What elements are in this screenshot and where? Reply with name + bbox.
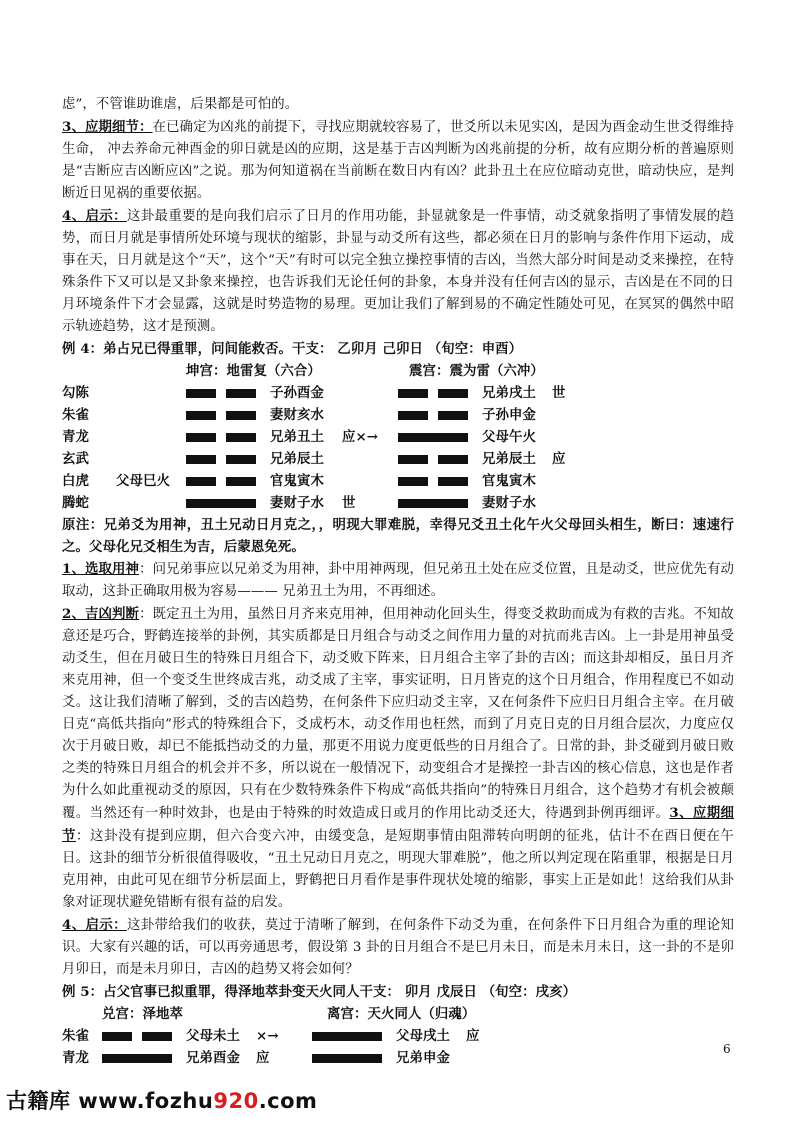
main-line-label: 兄弟丑土 (270, 429, 324, 445)
example-4-original-note: 原注：兄弟爻为用神，丑土兄动日月克之，，明现大罪难脱，幸得兄爻丑土化午火父母回头相生，断曰：速速行之。父母化兄爻相生为吉，后蒙恩免死。 (62, 517, 734, 555)
line-segment (102, 1032, 132, 1041)
line-marker: 应 (466, 1028, 480, 1044)
line-marker: 应 (552, 451, 566, 467)
changed-line-label: 父母午火 (482, 429, 536, 445)
changed-hexagram-name: 震宫：震为雷（六冲） (409, 363, 544, 379)
line-segment (312, 1032, 382, 1041)
line-segment (186, 411, 216, 420)
paragraph-continuation: 虑”，不管谁助谁虐，后果都是可怕的。 (62, 97, 299, 112)
section-text: ：这卦没有提到应期，但六合变六冲，由缓变急，是短期事情由阻滞转向明朗的征兆，估计不在酉日便在午日。这卦的细节分析很值得吸收，“丑土兄动日月克之，明现大罪难脱”，他之所以判定现在陷重罪，根据是日月克用神，由此可见在细节分析层面上，野鹤把日月看作是事件现状处境的缩影，事实上正是如此！这给我们从卦象对证现状避免错断有很有益的启发。 (62, 829, 734, 910)
section-timing-details (62, 116, 734, 205)
section-heading: 3、应期细节： (62, 119, 153, 135)
six-god-label: 朱雀 (62, 1028, 89, 1044)
section-heading: 1、选取用神 (62, 561, 140, 577)
line-segment (438, 455, 468, 464)
main-line-label: 子孙酉金 (270, 385, 324, 401)
main-line-label: 官鬼寅木 (270, 473, 324, 489)
line-segment (438, 389, 468, 398)
hexagram-row (62, 426, 734, 448)
hexagram-row (62, 404, 734, 426)
main-line-label: 妻财子水 (270, 495, 324, 511)
section-revelation (62, 205, 734, 338)
line-marker: ×→ (256, 1028, 279, 1044)
line-marker: 应 (256, 1050, 270, 1066)
example-4-hexagram-lines (62, 382, 734, 514)
changed-line-label: 兄弟申金 (396, 1050, 450, 1066)
line-segment (438, 477, 468, 486)
example-4-hexagram-header (62, 360, 734, 382)
section-text: 这卦最重要的是向我们启示了日月的作用功能，卦显就象是一件事情，动爻就象指明了事情发展的趋势，而日月就是事情所处环境与现状的缩影，卦显与动爻所有这些，都必须在日月的影响与条件作用下运动，成事在天，日月就是这个“天”，这个“天”有时可以完全独立操控事情的吉凶，当然大部分时间是动爻来操控，在特殊条件下又可以是又卦象来操控，也告诉我们无论任何的卦象，本身并没有任何吉凶的显示，吉凶是在不同的日月环境条件下才会显露，这就是时势造物的易理。更加让我们了解到易的不确定性随处可见，在冥冥的偶然中昭示轨迹趋势，这才是预测。 (62, 209, 734, 334)
hidden-spirit-label: 父母巳火 (116, 473, 170, 489)
line-segment (186, 477, 216, 486)
analysis-revelation (62, 914, 734, 981)
section-heading: 4、启示： (62, 208, 127, 224)
line-segment (226, 455, 256, 464)
section-heading: 2、吉凶判断 (62, 606, 140, 622)
main-line-label: 兄弟辰土 (270, 451, 324, 467)
example-5-title: 例 5：占父官事已拟重罪，得泽地萃卦变天火同人干支： 卯月 戊辰日 （旬空：戌亥） (62, 984, 577, 1000)
main-hexagram-name: 兑宫：泽地萃 (102, 1006, 183, 1022)
hexagram-row (62, 382, 734, 404)
line-segment (312, 1054, 382, 1063)
line-marker: 世 (342, 495, 356, 511)
main-line-label: 父母未土 (186, 1028, 240, 1044)
section-text: 这卦带给我们的收获，莫过于清晰了解到，在何条件下动爻为重，在何条件下日月组合为重的理论知识。大家有兴趣的话，可以再旁通思考，假设第 3 卦的日月组合不是巳月未日，而是未月未日，这一卦的不是卯月卯日，而是未月卯日，吉凶的趋势又将会如何？ (62, 918, 734, 977)
section-text: 在已确定为凶兆的前提下，寻找应期就较容易了，世爻所以未见实凶，是因为酉金动生世爻得维持生命， 冲去养命元神酉金的卯日就是凶的应期，这是基于吉凶判断为凶兆前提的分析，故有应期分析的普遍原则是“吉断应吉凶断应凶”之说。那为何知道祸在当前断在数日内有凶？此卦丑土在应位暗动克世，暗动快应，是判断近日见祸的重要依据。 (62, 120, 734, 201)
hexagram-row (62, 448, 734, 470)
line-segment (102, 1054, 172, 1063)
hexagram-row (62, 1047, 734, 1069)
line-segment (186, 389, 216, 398)
six-god-label: 朱雀 (62, 407, 89, 423)
line-marker: 应×→ (342, 429, 379, 445)
section-heading: 4、启示： (62, 917, 127, 933)
analysis-select-yongshen (62, 558, 734, 603)
example-5-hexagram-lines (62, 1025, 734, 1069)
main-line-label: 兄弟酉金 (186, 1050, 240, 1066)
changed-hexagram-name: 离宫：天火同人（归魂） (327, 1006, 476, 1022)
example-5-hexagram-header (62, 1003, 734, 1025)
hexagram-row (62, 1025, 734, 1047)
line-segment (226, 411, 256, 420)
changed-line-label: 兄弟戌土 (482, 385, 536, 401)
six-god-label: 白虎 (62, 473, 89, 489)
changed-line-label: 妻财子水 (482, 495, 536, 511)
changed-line-label: 子孙申金 (482, 407, 536, 423)
line-segment (398, 433, 468, 442)
section-heading: 3、应期细节 (62, 805, 734, 844)
main-hexagram-name: 坤宫：地雷复（六合） (186, 363, 321, 379)
page-body (62, 94, 734, 1069)
changed-line-label: 兄弟辰土 (482, 451, 536, 467)
line-segment (186, 433, 216, 442)
six-god-label: 青龙 (62, 429, 89, 445)
six-god-label: 勾陈 (62, 385, 89, 401)
line-segment (226, 389, 256, 398)
watermark-number: 920 (213, 1089, 259, 1113)
line-segment (398, 499, 468, 508)
six-god-label: 腾蛇 (62, 495, 89, 511)
watermark-prefix: 古籍库 www.fozhu (6, 1089, 214, 1113)
hexagram-row (62, 492, 734, 514)
example-4-title: 例 4：弟占兄已得重罪，问间能救否。干支： 乙卯月 己卯日 （旬空：申酉） (62, 341, 523, 357)
six-god-label: 青龙 (62, 1050, 89, 1066)
main-line-label: 妻财亥水 (270, 407, 324, 423)
line-marker: 世 (552, 385, 566, 401)
hexagram-row (62, 470, 734, 492)
line-segment (226, 477, 256, 486)
line-segment (398, 455, 428, 464)
line-segment (438, 411, 468, 420)
line-segment (398, 389, 428, 398)
line-segment (142, 1032, 172, 1041)
watermark-suffix: .com (258, 1089, 318, 1113)
six-god-label: 玄武 (62, 451, 89, 467)
page-number: 6 (723, 1042, 731, 1056)
analysis-judgment (62, 603, 734, 914)
changed-line-label: 官鬼寅木 (482, 473, 536, 489)
section-text: ：既定丑土为用，虽然日月齐来克用神，但用神动化回头生，得变爻救助而成为有救的吉兆。不知故意还是巧合，野鹤连接举的卦例，其实质都是日月组合与动爻之间作用力量的对抗而兆吉凶。上一卦是用神虽受动爻生，但在月破日生的特殊日月组合下，动爻败下阵来，日月组合主宰了卦的吉凶；而这卦却相反，虽日月齐来克用神，但一个变爻生世终成吉兆，动爻成了主宰，事实证明，日月皆克的这个日月组合，作用程度已不如动爻。这让我们清晰了解到，爻的吉凶趋势，在何条件下应归动爻主宰，又在何条件下应归日月组合主宰。在月破日克“高低共指向”形式的特殊组合下，爻成朽木，动爻作用也枉然，而到了月克日克的日月组合层次，力度应仅次于月破日败，却已不能抵挡动爻的力量，那更不用说力度更低些的日月组合了。日常的卦，卦爻碰到月破日败之类的特殊日月组合的机会并不多，所以说在一般情况下，动变组合才是操控一卦吉凶的核心信息，这也是作者为什么如此重视动爻的原因，只有在少数特殊条件下构成“高低共指向”的特殊日月组合，这个趋势才有机会被颠覆。当然还有一种时效卦，也是由于特殊的时效造成日或月的作用比动爻还大，待遇到卦例再细评。 (62, 607, 734, 821)
line-segment (186, 455, 216, 464)
line-segment (398, 411, 428, 420)
line-segment (186, 499, 256, 508)
section-text: ：问兄弟事应以兄弟爻为用神，卦中用神两现，但兄弟丑土处在应爻位置，且是动爻，世应优先有动取动，这卦正确取用极为容易——— 兄弟丑土为用，不再细述。 (62, 562, 734, 599)
line-segment (398, 477, 428, 486)
changed-line-label: 父母戌土 (396, 1028, 450, 1044)
site-watermark (6, 1085, 317, 1115)
line-segment (226, 433, 256, 442)
